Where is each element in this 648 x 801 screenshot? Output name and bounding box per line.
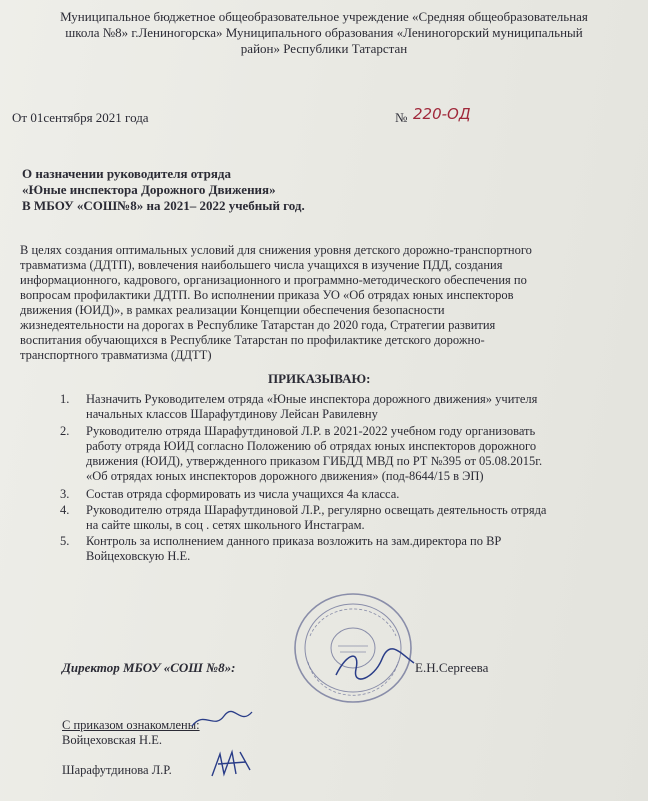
director-name: Е.Н.Сергеева — [415, 660, 489, 675]
preamble-line: В целях создания оптимальных условий для снижения уровня детского дорожно-транспортного — [20, 243, 532, 257]
item-number: 5. — [60, 534, 70, 548]
acquainted-person-1: Войцеховская Н.Е. — [62, 733, 162, 747]
header-line-2: школа №8» г.Лениногорска» Муниципального образования «Лениногорский муниципальный — [65, 25, 583, 40]
preamble-line: жизнедеятельности на дорогах в Республике Татарстан до 2020 года, Стратегии развития — [20, 318, 496, 332]
item-number: 3. — [60, 487, 70, 501]
title-line-1: О назначении руководителя отряда — [22, 166, 231, 181]
preamble-line: воспитания обучающихся в Республике Татарстан по профилактике детского дорожно- — [20, 333, 485, 347]
item-line: Назначить Руководителем отряда «Юные инспектора дорожного движения» учителя — [86, 392, 538, 406]
item-number: 2. — [60, 424, 70, 438]
item-line: начальных классов Шарафутдинову Лейсан Равилевну — [86, 407, 378, 421]
preamble-line: информационного, кадрового, организационного и программно-методического обеспечения по — [20, 273, 527, 287]
preamble-line: транспортного травматизма (ДДТТ) — [20, 348, 212, 362]
order-number-handwritten: 220-ОД — [413, 105, 471, 123]
item-line: «Об отрядах юных инспекторов дорожного движения» (под-8644/15 в ЭП) — [86, 469, 484, 483]
header-line-3: район» Республики Татарстан — [240, 41, 408, 56]
title-line-2: «Юные инспектора Дорожного Движения» — [22, 182, 276, 197]
item-line: на сайте школы, в соц . сетях школьного Инстаграм. — [86, 518, 365, 532]
signature-1 — [188, 706, 258, 736]
preamble-line: травматизма (ДДТП), вовлечения наибольшего числа учащихся в изучение ПДД, создания — [20, 258, 503, 272]
preamble-line: вопросам профилактики ДДТП. Во исполнении приказа УО «Об отрядах юных инспекторов — [20, 288, 514, 302]
header-line-1: Муниципальное бюджетное общеобразовательное учреждение «Средняя общеобразовательная — [60, 9, 588, 24]
title-line-3: В МБОУ «СОШ№8» на 2021– 2022 учебный год. — [22, 198, 305, 213]
preamble-line: движения (ЮИД)», в рамках реализации Концепции обеспечения безопасности — [20, 303, 445, 317]
order-number-label: № — [395, 110, 408, 125]
item-line: Контроль за исполнением данного приказа возложить на зам.директора по ВР — [86, 534, 502, 548]
director-signature — [330, 645, 420, 685]
item-line: Состав отряда сформировать из числа учащихся 4а класса. — [86, 487, 400, 501]
director-title: Директор МБОУ «СОШ №8»: — [62, 660, 236, 675]
item-line: движения (ЮИД), утвержденного приказом ГИБДД МВД по РТ №395 от 05.08.2015г. — [86, 454, 543, 468]
signature-2 — [206, 744, 256, 784]
order-heading: ПРИКАЗЫВАЮ: — [268, 371, 371, 386]
item-line: Войцеховскую Н.Е. — [86, 549, 191, 563]
acquainted-label: С приказом ознакомлены: — [62, 718, 200, 732]
item-line: работу отряда ЮИД согласно Положению об отрядах юных инспекторов дорожного — [86, 439, 537, 453]
item-line: Руководителю отряда Шарафутдиновой Л.Р., регулярно освещать деятельность отряда — [86, 503, 547, 517]
item-number: 4. — [60, 503, 70, 517]
item-number: 1. — [60, 392, 70, 406]
order-date: От 01сентября 2021 года — [12, 110, 149, 125]
item-line: Руководителю отряда Шарафутдиновой Л.Р. в 2021-2022 учебном году организовать — [86, 424, 536, 438]
acquainted-person-2: Шарафутдинова Л.Р. — [62, 763, 172, 777]
